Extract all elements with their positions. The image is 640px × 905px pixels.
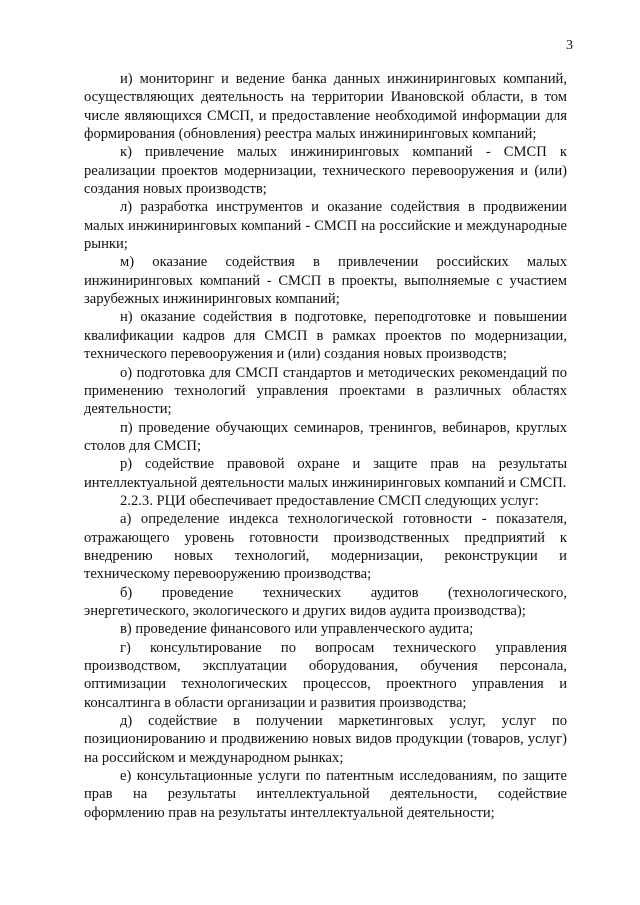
paragraph-item-p: п) проведение обучающих семинаров, тренингов, вебинаров, круглых столов для СМСП; xyxy=(84,419,567,454)
service-item-d: д) содействие в получении маркетинговых услуг, услуг по позиционированию и продвижению новых видов продукции (товаров, услуг) на российском и международном рынках; xyxy=(84,713,567,766)
paragraph-item-o: о) подготовка для СМСП стандартов и методических рекомендаций по применению технологий управления проектами в различных областях деятельности; xyxy=(84,364,567,418)
service-item-a: а) определение индекса технологической готовности - показателя, отражающего уровень готовности производственных предприятий к внедрению новых технологий, модернизации, реконструкции и техническому перевооружению производства; xyxy=(84,511,567,583)
paragraph-item-i: и) мониторинг и ведение банка данных инжиниринговых компаний, осуществляющих деятельность на территории Ивановской области, в том числе являющихся СМСП, и предоставление необходимой информации для формирования (обновления) реестра малых инжиниринговых компаний; xyxy=(84,71,567,143)
page-number: 3 xyxy=(566,38,573,53)
service-item-e: е) консультационные услуги по патентным исследованиям, по защите прав на результаты интеллектуальной деятельности, содействие оформлению прав на результаты интеллектуальной деятельности; xyxy=(84,768,567,821)
paragraph-item-l: л) разработка инструментов и оказание содействия в продвижении малых инжиниринговых компаний - СМСП на российские и международные рынки; xyxy=(84,199,567,253)
paragraph-item-n: н) оказание содействия в подготовке, переподготовке и повышении квалификации кадров для СМСП в рамках проектов по модернизации, технического перевооружения и (или) создания новых производств; xyxy=(84,309,567,363)
document-body xyxy=(84,70,567,822)
service-item-v: в) проведение финансового или управленческого аудита; xyxy=(120,621,474,638)
paragraph-item-m: м) оказание содействия в привлечении российских малых инжиниринговых компаний - СМСП в проекты, выполняемые с участием зарубежных инжиниринговых компаний; xyxy=(84,254,567,308)
service-item-g: г) консультирование по вопросам технического управления производством, эксплуатации оборудования, обучения персонала, оптимизации технологических процессов, проектного управления и консалтинга в области организации и развития производства; xyxy=(84,639,567,711)
paragraph-item-k: к) привлечение малых инжиниринговых компаний - СМСП к реализации проектов модернизации, технического перевооружения и (или) создания новых производств; xyxy=(84,144,567,198)
service-item-b: б) проведение технических аудитов (технологического, энергетического, экологического и других видов аудита производства); xyxy=(84,584,567,619)
section-heading-2-2-3: 2.2.3. РЦИ обеспечивает предоставление СМСП следующих услуг: xyxy=(120,492,539,509)
paragraph-item-r: р) содействие правовой охране и защите прав на результаты интеллектуальной деятельности малых инжиниринговых компаний и СМСП. xyxy=(84,456,567,491)
